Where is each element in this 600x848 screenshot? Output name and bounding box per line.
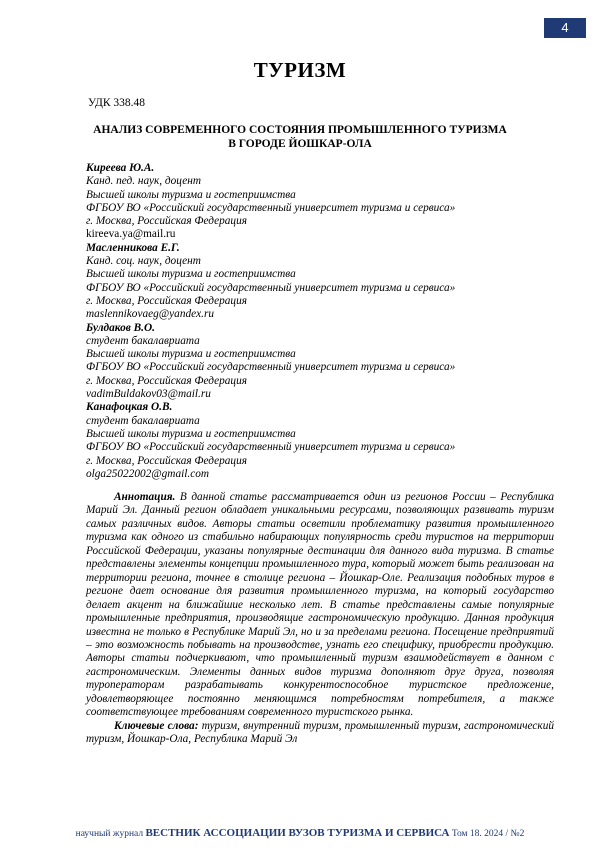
author-city: г. Москва, Российская Федерация: [86, 374, 247, 387]
author-city: г. Москва, Российская Федерация: [86, 215, 247, 228]
article-title: [80, 123, 520, 151]
keywords-text: туризм, внутренний туризм, промышленный туризм, гастрономический туризм, Йошкар-Ола, Республика Марий Эл: [86, 719, 554, 746]
author-list: [86, 162, 540, 481]
author-block: [86, 162, 540, 242]
author-degree: Канд. соц. наук, доцент: [86, 255, 201, 268]
author-email: vadimBuldakov03@mail.ru: [86, 388, 211, 401]
author-name: Канафоцкая О.В.: [86, 401, 173, 414]
author-block: [86, 322, 540, 402]
author-degree: Канд. пед. наук, доцент: [86, 175, 201, 188]
author-university: ФГБОУ ВО «Российский государственный университет туризма и сервиса»: [86, 281, 456, 294]
abstract-paragraph: [86, 491, 554, 720]
page-number-badge: 4: [544, 18, 586, 38]
author-degree: студент бакалавриата: [86, 334, 200, 347]
footer-prefix: научный журнал: [75, 829, 146, 839]
page-footer: [0, 827, 600, 839]
keywords-label: Ключевые слова:: [114, 719, 199, 732]
author-university: ФГБОУ ВО «Российский государственный университет туризма и сервиса»: [86, 441, 456, 454]
abstract-label: Аннотация.: [114, 491, 176, 503]
author-city: г. Москва, Российская Федерация: [86, 454, 247, 467]
abstract-text: В данной статье рассматривается один из регионов России – Республика Марий Эл. Данный регион обладает уникальными ресурсами, позволяющих развивать туризм самых различных видов. Авторы статьи осветили проблематику развития промышленного туризма как одного из стабильно набирающих популярность среди туристов на территории Российской Федерации, указаны популярные дестинации для данного вида туризма. В статье представлены элементы концепции промышленного тура, который может быть реализован на территории региона, точнее в столице региона – Йошкар-Оле. Реализация подобных туров в регионе дает основание для развития промышленного туризма, на который государство делает акцент на ближайшие несколько лет. В статье представлены самые популярные промышленные предприятия, производящие гастрономическую продукцию. Данная продукция известна не только в Республике Марий Эл, но и за пределами региона. Посещение предприятий – это возможность побывать на производстве, узнать его специфику, приобрести продукцию. Авторы статьи подчеркивают, что промышленный туризм взаимодействует в данном с гастрономическим. Элементы данных видов туризма дополняют друг друга, позволяя туроператорам разрабатывать конкурентоспособное туристское предложение, удовлетворяющее постоянно меняющимся потребностям потребителя, а также соответствующее требованиям современного туристского рынка.: [86, 491, 554, 719]
udk-code: УДК 338.48: [88, 97, 145, 109]
keywords-paragraph: [86, 720, 554, 747]
author-block: [86, 242, 540, 322]
author-school: Высшей школы туризма и гостеприимства: [86, 188, 296, 201]
author-email: maslennikovaeg@yandex.ru: [86, 308, 215, 321]
author-email: olga25022002@gmail.com: [86, 467, 210, 480]
author-name: Киреева Ю.А.: [86, 162, 155, 174]
author-university: ФГБОУ ВО «Российский государственный университет туризма и сервиса»: [86, 361, 456, 374]
author-university: ФГБОУ ВО «Российский государственный университет туризма и сервиса»: [86, 201, 456, 214]
author-city: г. Москва, Российская Федерация: [86, 294, 247, 307]
author-name: Булдаков В.О.: [86, 321, 155, 334]
footer-journal-name: ВЕСТНИК АССОЦИАЦИИ ВУЗОВ ТУРИЗМА И СЕРВИСА: [145, 827, 450, 839]
author-degree: студент бакалавриата: [86, 414, 200, 427]
footer-issue: Том 18. 2024 / №2: [449, 829, 525, 839]
author-school: Высшей школы туризма и гостеприимства: [86, 268, 296, 281]
author-name: Масленникова Е.Г.: [86, 241, 180, 254]
abstract-section: [86, 491, 554, 747]
article-title-line-2: В ГОРОДЕ ЙОШКАР-ОЛА: [228, 138, 372, 150]
author-email: kireeva.ya@mail.ru: [86, 228, 176, 241]
author-block: [86, 401, 540, 481]
section-title: ТУРИЗМ: [253, 58, 347, 82]
article-title-line-1: АНАЛИЗ СОВРЕМЕННОГО СОСТОЯНИЯ ПРОМЫШЛЕННОГО ТУРИЗМА: [93, 124, 507, 136]
author-school: Высшей школы туризма и гостеприимства: [86, 348, 296, 361]
author-school: Высшей школы туризма и гостеприимства: [86, 427, 296, 440]
